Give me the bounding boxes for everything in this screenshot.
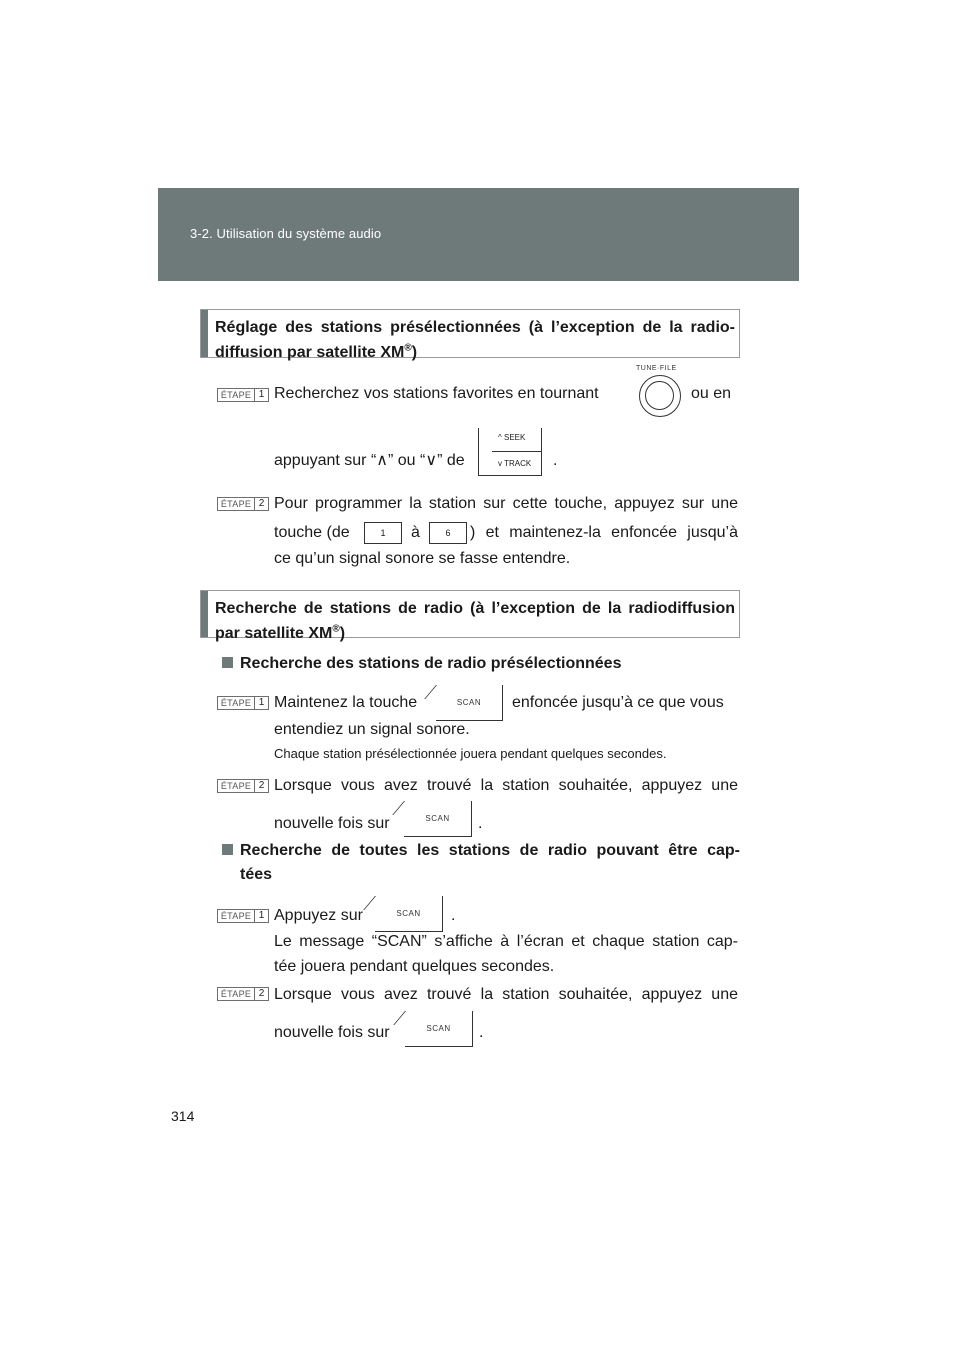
subsection-heading [222,841,740,861]
text-part: appuyant sur “ [274,452,377,469]
step-label: ÉTAPE [220,911,252,921]
step-number: 1 [254,697,268,709]
track-label: v TRACK [498,459,532,468]
step-text: enfoncée jusqu’à ce que vous [512,694,724,711]
step-number: 2 [254,498,268,510]
section-title-text: diffusion par satellite XM [215,344,405,361]
seek-label: ^ SEEK [498,433,526,442]
step-text: Pour programmer la station sur cette touche, appuyez sur une [274,495,738,512]
subsection-title: Recherche de toutes les stations de radio pouvant être cap- [240,842,740,859]
step-badge [217,779,269,793]
step-text [274,451,465,471]
step-text: Maintenez la touche [274,694,418,711]
step-text: ) et maintenez-la enfoncée jusqu’à [470,524,738,541]
registered-mark: ® [404,342,412,354]
step-badge [217,696,269,710]
scan-button-icon: SCAN [375,896,443,932]
step-text: entendiez un signal sonore. [274,721,470,738]
section-title [215,596,735,646]
step-text: ou en [691,385,732,402]
step-text: touche (de [274,524,350,541]
step-text: . [479,1024,484,1041]
section-title-bar [201,591,208,637]
step-text: nouvelle fois sur [274,1024,390,1041]
preset-button-6-icon: 6 [429,522,467,544]
tune-file-knob-icon [639,375,681,417]
section-title-line1: Réglage des stations présélectionnées (à l’exception de la radio- [215,319,735,336]
scan-button-icon: SCAN [405,1011,473,1047]
square-bullet-icon [222,657,233,668]
section-title [215,315,735,365]
step-text: Appuyez sur [274,907,363,924]
step-badge [217,987,269,1001]
step-number: 2 [254,988,268,1000]
registered-mark: ® [332,623,340,635]
square-bullet-icon [222,844,233,855]
chevron-up-icon: ∧ [376,452,388,469]
section-title-box-presets [200,309,740,361]
section-title-line2 [215,621,735,646]
step-label: ÉTAPE [220,499,252,509]
step-badge [217,388,269,402]
section-title-text: par satellite XM [215,625,333,642]
step-badge [217,497,269,511]
subsection-title: Recherche des stations de radio présélectionnées [240,655,622,672]
chapter-header [158,188,799,281]
step-text: Lorsque vous avez trouvé la station souhaitée, appuyez une [274,986,738,1003]
section-title-line1: Recherche de stations de radio (à l’exception de la radiodiffusion [215,600,735,617]
step-badge [217,909,269,923]
button-edge [478,428,479,476]
step-number: 1 [254,389,268,401]
subsection-heading [222,654,621,674]
section-title-box-scan [200,590,740,642]
step-text: ce qu’un signal sonore se fasse entendre. [274,550,571,567]
knob-label: TUNE·FILE [636,365,677,372]
section-title-line2 [215,340,735,365]
step-text: Recherchez vos stations favorites en tournant [274,385,599,402]
step-text: . [478,815,483,832]
step-text: nouvelle fois sur [274,815,390,832]
scan-button-icon: SCAN [404,801,472,837]
step-number: 2 [254,780,268,792]
step-text: Lorsque vous avez trouvé la station souhaitée, appuyez une [274,777,738,794]
step-number: 1 [254,910,268,922]
step-text: . [451,907,456,924]
button-divider [492,451,541,452]
step-text: tée jouera pendant quelques secondes. [274,958,555,975]
step-text: . [553,452,558,469]
step-label: ÉTAPE [220,698,252,708]
step-note: Chaque station présélectionnée jouera pendant quelques secondes. [274,746,667,761]
step-label: ÉTAPE [220,989,252,999]
step-label: ÉTAPE [220,781,252,791]
section-title-bar [201,310,208,357]
subsection-heading-cont: tées [240,866,273,883]
seek-text: SEEK [503,433,526,442]
scan-button-icon: SCAN [436,685,503,721]
seek-track-button-icon [478,428,542,476]
step-text: Le message “SCAN” s’affiche à l’écran et chaque station cap- [274,933,738,950]
preset-button-1-icon: 1 [364,522,402,544]
section-title-end: ) [411,344,418,361]
chevron-down-icon: ∨ [425,452,438,469]
track-text: TRACK [504,459,532,468]
text-part: ” ou “ [388,452,426,469]
page-number: 314 [171,1108,195,1124]
step-label: ÉTAPE [220,390,252,400]
section-title-end: ) [339,625,346,642]
chapter-title: 3-2. Utilisation du système audio [190,226,382,241]
text-part: ” de [437,452,465,469]
step-text: à [411,524,420,541]
